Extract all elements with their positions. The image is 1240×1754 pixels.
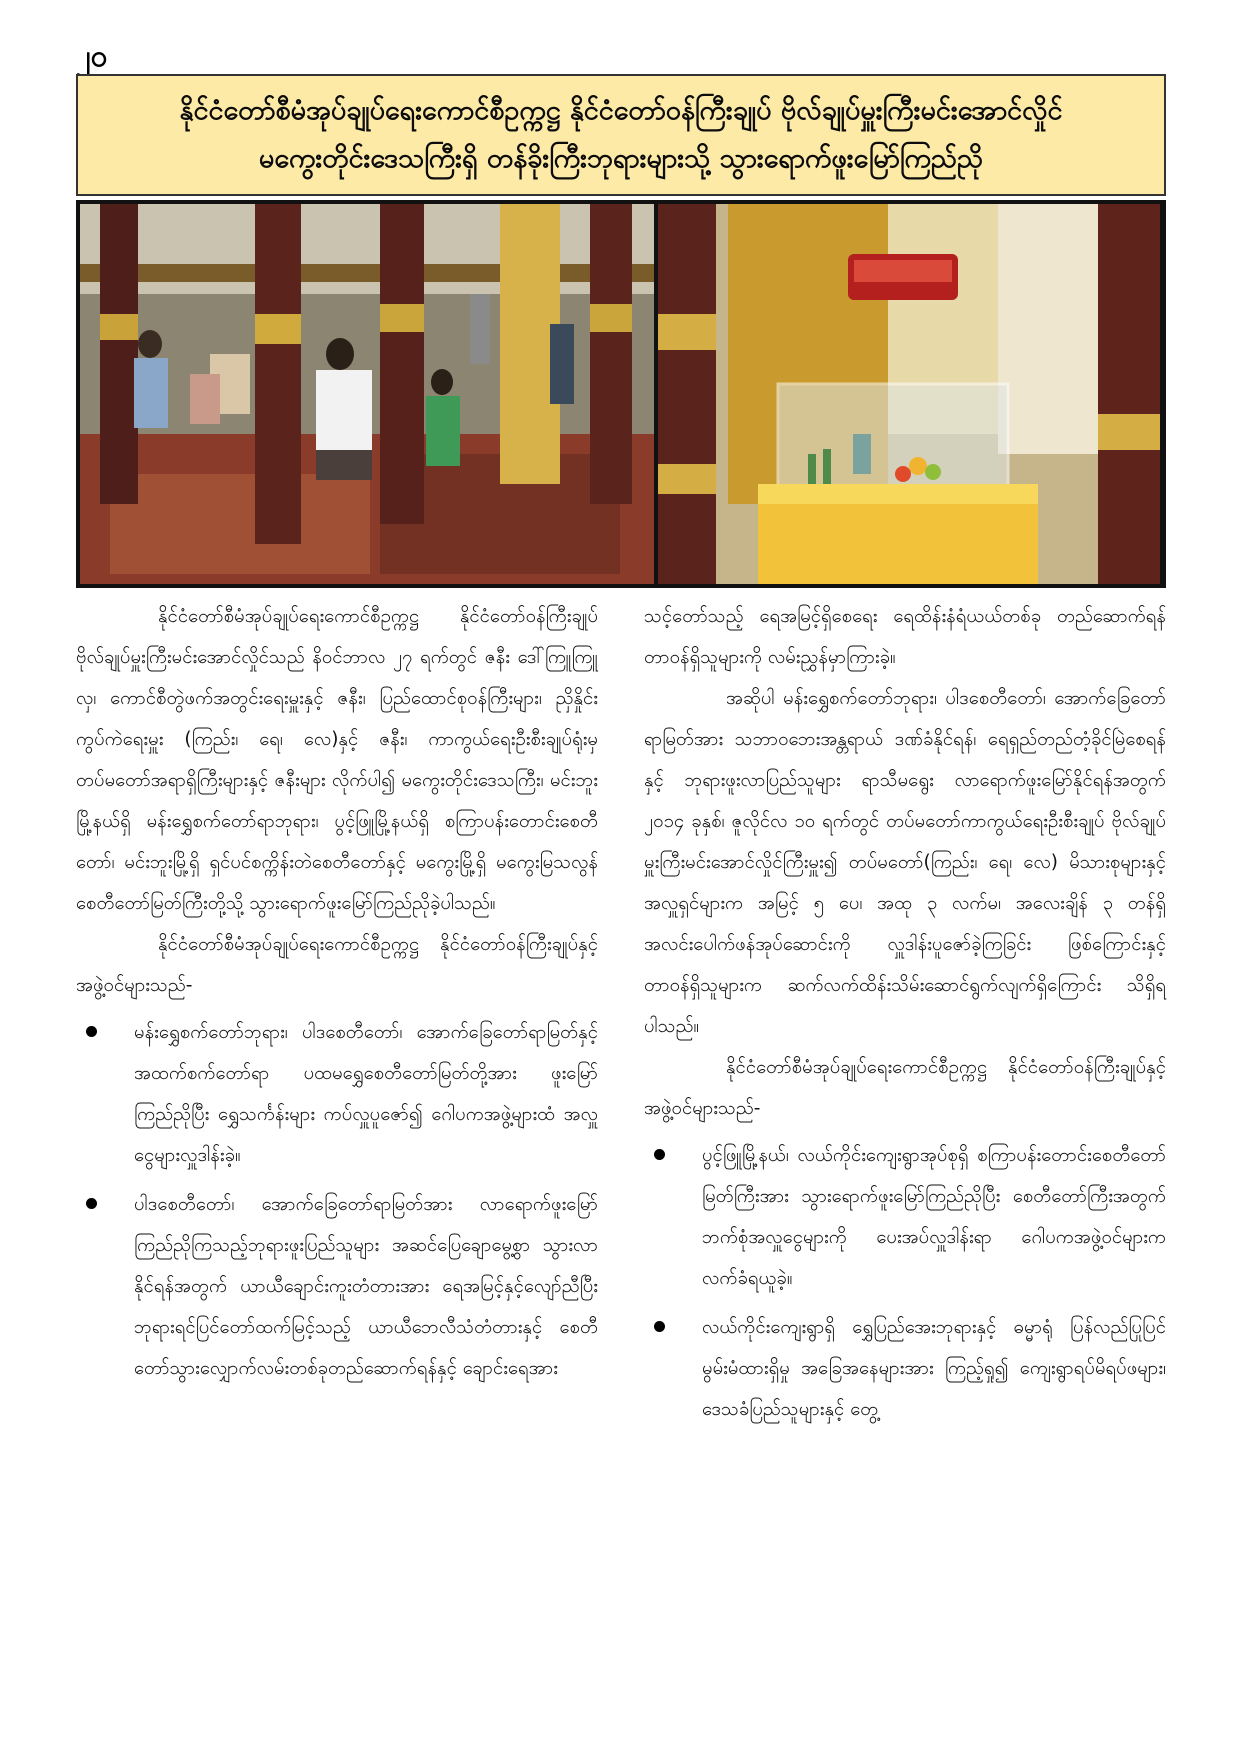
left-bullet-list <box>76 1012 598 1389</box>
bullet-icon <box>654 1149 665 1160</box>
headline-line-2: မကွေးတိုင်းဒေသကြီးရှိ တန်ခိုးကြီးဘုရားများသို့ သွားရောက်ဖူးမြော်ကြည်ညို <box>258 143 984 174</box>
bullet-text: ပွင့်ဖြူမြို့နယ်၊ လယ်ကိုင်းကျေးရွာအုပ်စုရှိ စကြာပန်းတောင်းစေတီတော်မြတ်ကြီးအား သွားရောက်ဖူးမြော်ကြည်ညိုပြီး စေတီတော်ကြီးအတွက် ဘက်စုံအလှူငွေများကို ပေးအပ်လှူဒါန်းရာ ဂေါပကအဖွဲ့ဝင်များက လက်ခံရယူခဲ့။ <box>702 1145 1166 1289</box>
photo-strip <box>76 200 1166 588</box>
article-columns <box>76 596 1166 1726</box>
bullet-icon <box>86 1198 97 1209</box>
left-paragraph-1: နိုင်ငံတော်စီမံအုပ်ချုပ်ရေးကောင်စီဥက္ကဋ္ဌ နိုင်ငံတော်ဝန်ကြီးချုပ် ဗိုလ်ချုပ်မှူးကြီးမင်းအောင်လှိုင်သည် နိဝင်ဘာလ ၂၇ ရက်တွင် ဇနီး ဒေါ်ကြူကြူလှ၊ ကောင်စီတွဲဖက်အတွင်းရေးမှူးနှင့် ဇနီး၊ ပြည်ထောင်စုဝန်ကြီးများ၊ ညှိနှိုင်းကွပ်ကဲရေးမှူး (ကြည်း၊ ရေ၊ လေ)နှင့် ဇနီး၊ ကာကွယ်ရေးဦးစီးချုပ်ရုံးမှ တပ်မတော်အရာရှိကြီးများနှင့် ဇနီးများ လိုက်ပါ၍ မကွေးတိုင်းဒေသကြီး၊ မင်းဘူးမြို့နယ်ရှိ မန်းရွှေစက်တော်ရာဘုရား၊ ပွင့်ဖြူမြို့နယ်ရှိ စကြာပန်းတောင်းစေတီတော်၊ မင်းဘူးမြို့ရှိ ရှင်ပင်စက္ကိန်းတဲစေတီတော်နှင့် မကွေးမြို့ရှိ မကွေးမြသလွန်စေတီတော်မြတ်ကြီးတို့သို့ သွားရောက်ဖူးမြော်ကြည်ညိုခဲ့ပါသည်။ <box>76 606 598 914</box>
photo-homage-hall <box>80 204 654 584</box>
page-number: ၂၀ <box>76 39 108 74</box>
right-column <box>644 596 1166 1726</box>
list-item <box>76 1012 598 1176</box>
list-item <box>644 1307 1166 1430</box>
right-paragraph-2: အဆိုပါ မန်းရွှေစက်တော်ဘုရား၊ ပါဒစေတီတော်၊ အောက်ခြေတော်ရာမြတ်အား သဘာဝဘေးအန္တရာယ် ဒဏ်ခံနိုင်ရန်၊ ရေရှည်တည်တံ့ခိုင်မြဲစေရန်နှင့် ဘုရားဖူးလာပြည်သူများ ရာသီမရွေး လာရောက်ဖူးမြော်နိုင်ရန်အတွက် ၂၀၁၄ ခုနှစ်၊ ဇူလိုင်လ ၁၀ ရက်တွင် တပ်မတော်ကာကွယ်ရေးဦးစီးချုပ် ဗိုလ်ချုပ်မှူးကြီးမင်းအောင်လှိုင်ကြီးမှူး၍ တပ်မတော်(ကြည်း၊ ရေ၊ လေ) မိသားစုများနှင့် အလှူရှင်များက အမြင့် ၅ ပေ၊ အထု ၃ လက်မ၊ အလေးချိန် ၃ တန်ရှိ အလင်းပေါက်ဖန်အုပ်ဆောင်းကို လှူဒါန်းပူဇော်ခဲ့ကြခြင်း ဖြစ်ကြောင်းနှင့် တာဝန်ရှိသူများက ဆက်လက်ထိန်းသိမ်းဆောင်ရွက်လျက်ရှိကြောင်း သိရှိရပါသည်။ <box>644 688 1166 1037</box>
headline-line-1: နိုင်ငံတော်စီမံအုပ်ချုပ်ရေးကောင်စီဥက္ကဋ္ဌ နိုင်ငံတော်ဝန်ကြီးချုပ် ဗိုလ်ချုပ်မှူးကြီးမင်းအောင်လှိုင် <box>179 95 1063 126</box>
bullet-icon <box>654 1321 665 1332</box>
list-item <box>76 1184 598 1389</box>
photo-shrine-glass-case <box>658 204 1160 584</box>
right-paragraph-1: သင့်တော်သည့် ရေအမြင့်ရှိစေရေး ရေထိန်းနံရံယယ်တစ်ခု တည်ဆောက်ရန် တာဝန်ရှိသူများကို လမ်းညွှန်မှာကြားခဲ့။ <box>644 606 1166 668</box>
list-item <box>644 1135 1166 1299</box>
bullet-text: လယ်ကိုင်းကျေးရွာရှိ ရွှေပြည်အေးဘုရားနှင့် ဓမ္မာရုံ ပြန်လည်ပြုပြင်မွမ်းမံထားရှိမှု အခြေအနေများအား ကြည့်ရှု၍ ကျေးရွာရပ်မိရပ်ဖများ၊ ဒေသခံပြည်သူများနှင့် တွေ့ <box>702 1317 1166 1420</box>
bullet-text: ပါဒစေတီတော်၊ အောက်ခြေတော်ရာမြတ်အား လာရောက်ဖူးမြော်ကြည်ညိုကြသည့်ဘုရားဖူးပြည်သူများ အဆင်ပြေချောမွေ့စွာ သွားလာနိုင်ရန်အတွက် ယာယီချောင်းကူးတံတားအား ရေအမြင့်နှင့်လျော်ညီပြီး ဘုရားရင်ပြင်တော်ထက်မြင့်သည့် ယာယီဘေလီသံတံတားနှင့် စေတီတော်သွားလျှောက်လမ်းတစ်ခုတည်ဆောက်ရန်နှင့် ချောင်းရေအား <box>134 1194 598 1379</box>
left-paragraph-2: နိုင်ငံတော်စီမံအုပ်ချုပ်ရေးကောင်စီဥက္ကဋ္ဌ နိုင်ငံတော်ဝန်ကြီးချုပ်နှင့် အဖွဲ့ဝင်များသည်- <box>76 934 598 996</box>
right-paragraph-3: နိုင်ငံတော်စီမံအုပ်ချုပ်ရေးကောင်စီဥက္ကဋ္ဌ နိုင်ငံတော်ဝန်ကြီးချုပ်နှင့် အဖွဲ့ဝင်များသည်- <box>644 1057 1166 1119</box>
bullet-text: မန်းရွှေစက်တော်ဘုရား၊ ပါဒစေတီတော်၊ အောက်ခြေတော်ရာမြတ်နှင့် အထက်စက်တော်ရာ ပထမရွှေစေတီတော်မြတ်တို့အား ဖူးမြော်ကြည်ညိုပြီး ရွှေသင်္ကန်းများ ကပ်လှူပူဇော်၍ ဂေါပကအဖွဲ့များထံ အလှူငွေများလှူဒါန်းခဲ့။ <box>134 1022 598 1166</box>
headline-box <box>76 74 1166 196</box>
bullet-icon <box>86 1026 97 1037</box>
left-column <box>76 596 598 1726</box>
right-bullet-list <box>644 1135 1166 1430</box>
